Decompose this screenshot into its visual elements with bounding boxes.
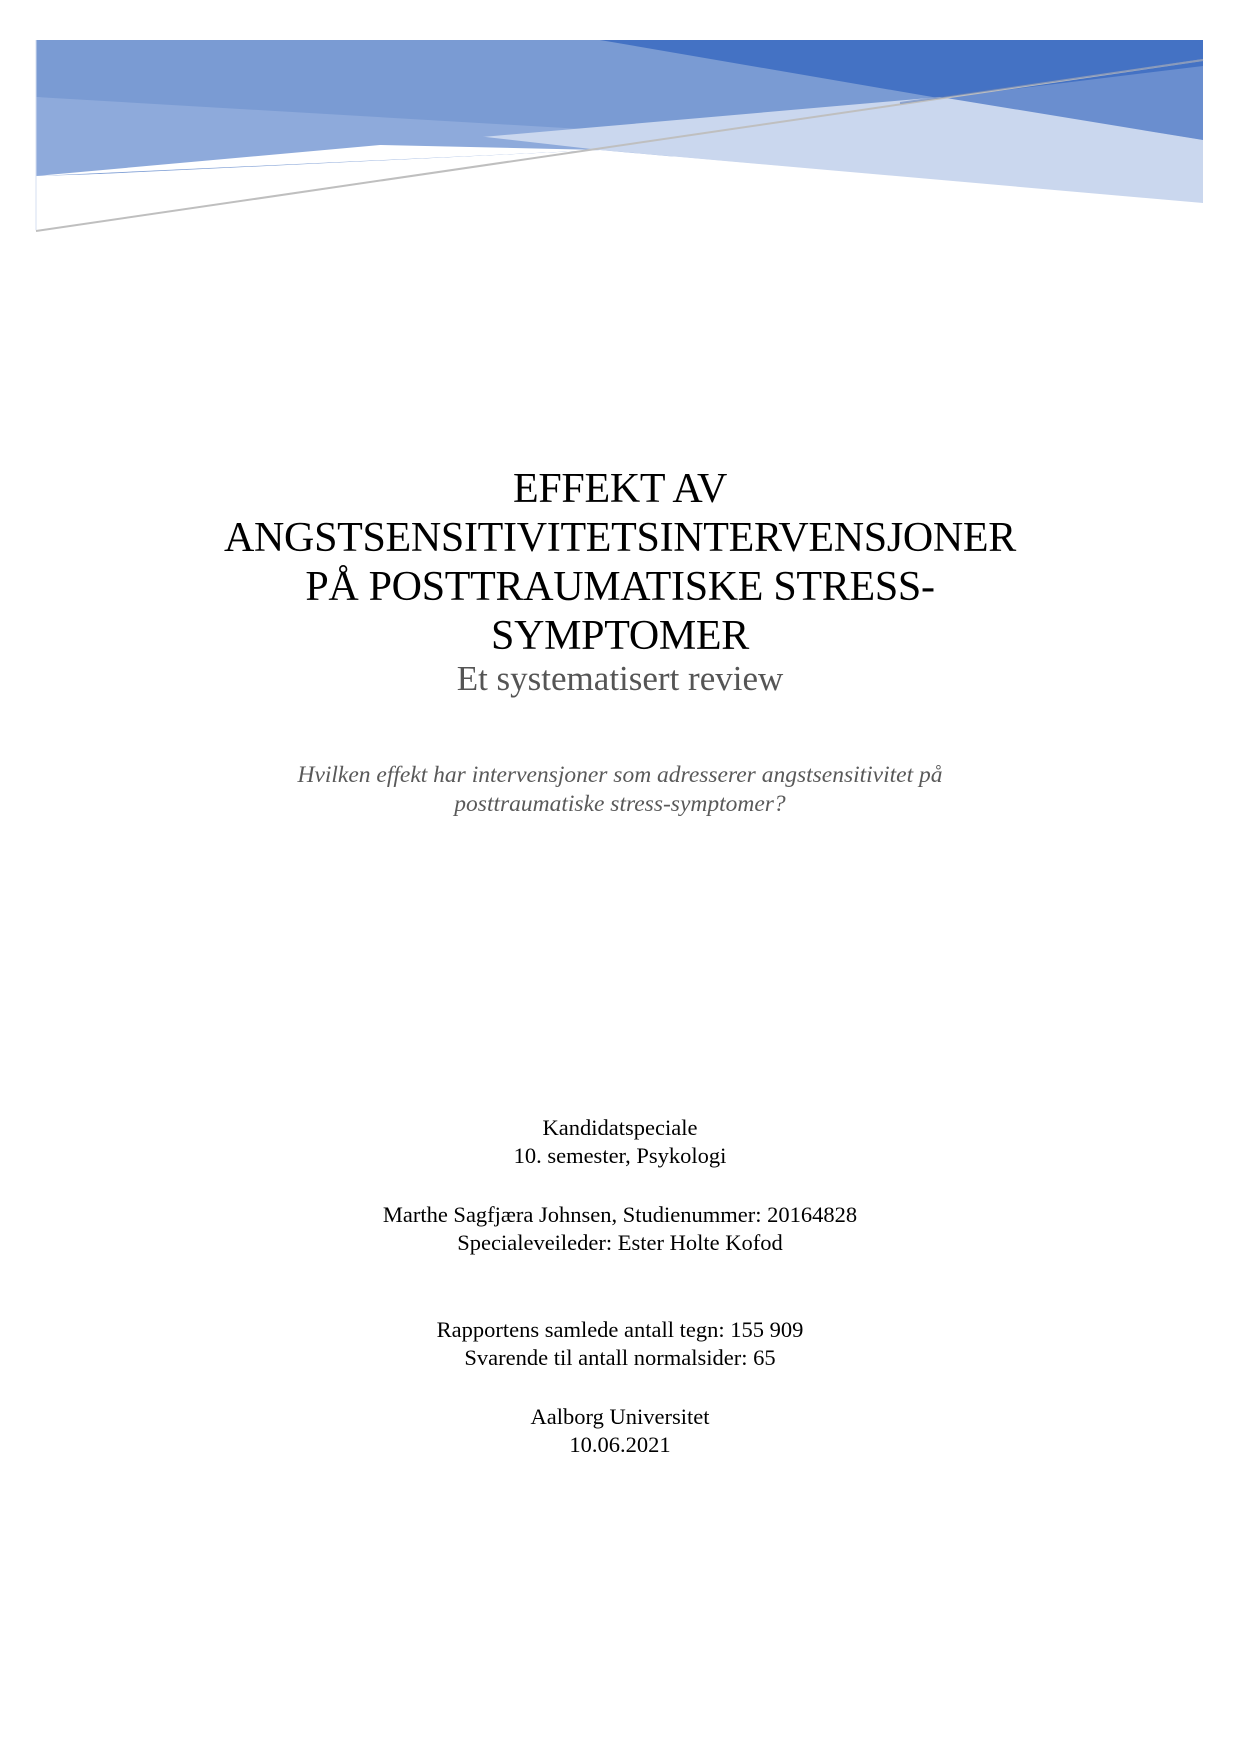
research-question <box>0 761 1240 819</box>
length-info <box>0 1316 1240 1372</box>
header-decoration <box>0 0 1240 260</box>
thesis-info <box>0 1114 1240 1170</box>
semester: 10. semester, Psykologi <box>513 1143 727 1168</box>
title-line-4: SYMPTOMER <box>491 613 749 659</box>
supervisor-line: Specialeveileder: Ester Holte Kofod <box>457 1230 783 1255</box>
institution-info <box>0 1403 1240 1459</box>
thesis-type: Kandidatspeciale <box>542 1115 698 1140</box>
title-line-3: PÅ POSTTRAUMATISKE STRESS- <box>305 564 935 610</box>
research-question-line-1: Hvilken effekt har intervensjoner som adresserer angstsensitivitet på <box>297 762 943 788</box>
subtitle: Et systematisert review <box>456 659 784 698</box>
title-line-2: ANGSTSENSITIVITETSINTERVENSJONER <box>223 515 1016 561</box>
date: 10.06.2021 <box>569 1432 671 1457</box>
author-info <box>0 1201 1240 1257</box>
author-line: Marthe Sagfjæra Johnsen, Studienummer: 20164828 <box>382 1202 858 1227</box>
title-block <box>0 465 1240 699</box>
page-count: Svarende til antall normalsider: 65 <box>464 1345 776 1370</box>
university: Aalborg Universitet <box>530 1404 710 1429</box>
title-line-1: EFFEKT AV <box>513 466 727 512</box>
char-count: Rapportens samlede antall tegn: 155 909 <box>436 1317 804 1342</box>
research-question-line-2: posttraumatiske stress-symptomer? <box>454 791 786 817</box>
